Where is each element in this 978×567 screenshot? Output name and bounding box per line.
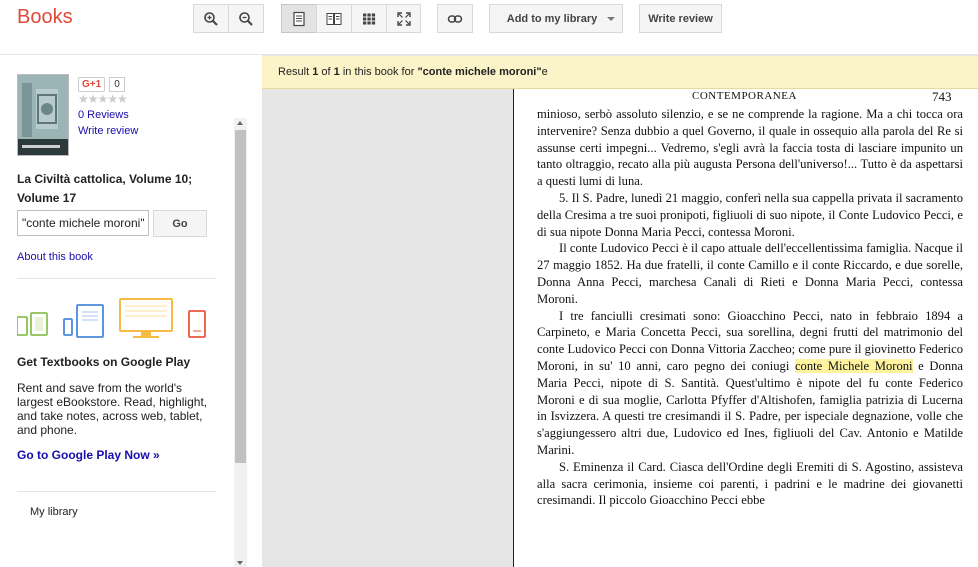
- fullscreen-icon: [396, 11, 412, 27]
- search-in-book-input[interactable]: [17, 210, 149, 236]
- book-page[interactable]: [513, 89, 978, 567]
- go-button[interactable]: Go: [153, 210, 207, 237]
- link-button[interactable]: [437, 4, 473, 33]
- promo-heading: Get Textbooks on Google Play: [17, 355, 191, 369]
- zoom-out-icon: [238, 11, 254, 27]
- page-paragraph-part: I tre fanciulli cresimati sono: Gioacchino Pecci, nato in febbraio 1894 a Carpineto, e Maria Concetta Pecci, sua sorellina, degni frutti del matrimonio del conte Ludovico Pecci con Donna Vittoria Zaccheo; come pure il giovinetto Federico Moroni, in su' 10 anni, caro pegno dei coniugi: [537, 308, 963, 373]
- search-result-bar: [262, 56, 978, 89]
- result-suffix: e: [541, 66, 548, 78]
- add-to-library-button[interactable]: [489, 4, 623, 33]
- result-of: of: [318, 66, 334, 78]
- scroll-up-icon[interactable]: [237, 121, 243, 125]
- zoom-in-icon: [203, 11, 219, 27]
- chevron-down-icon: [607, 17, 615, 21]
- zoom-in-button[interactable]: [193, 4, 229, 33]
- link-icon: [447, 11, 463, 27]
- book-cover-thumbnail[interactable]: [17, 74, 69, 156]
- write-review-button[interactable]: [639, 4, 722, 33]
- google-plus-widget[interactable]: [78, 77, 125, 92]
- about-this-book-link[interactable]: About this book: [17, 251, 93, 263]
- divider: [17, 491, 216, 492]
- page-paragraph: S. Eminenza il Card. Ciasca dell'Ordine degli Eremiti di S. Agostino, assisteva alla sacra cerimonia, insieme coi parenti, i padrini e le madrine dei giovanetti cresimandi. Il piccolo Gioacchino Pecci ebbe: [537, 459, 963, 508]
- google-plus-one-button[interactable]: G+1: [78, 77, 105, 92]
- result-mid: in this book for: [339, 66, 418, 78]
- sidebar-scrollbar[interactable]: [234, 118, 247, 567]
- add-to-library-label: Add to my library: [506, 12, 598, 25]
- two-page-icon: [326, 11, 342, 27]
- result-query: "conte michele moroni": [417, 66, 542, 78]
- page-paragraph-part: e Donna Maria Pecci, nipote di S. Santità. Quest'ultimo è nipote del fu conte Federico Moroni e di sua moglie, Carlotta Pfyffer d'Altishofen, famiglia patrizia di Lucerna in Isvizzera. A questi tre cresimandi il S. Padre, per ispeciale degnazione, volle che s'aggiungessero altri due, Ludovico ed Ines, figliuoli del Cav. Antonio e Matilde Marini.: [537, 358, 963, 457]
- two-page-view-button[interactable]: [316, 4, 352, 33]
- reviews-link[interactable]: 0 Reviews: [78, 109, 129, 121]
- fullscreen-button[interactable]: [386, 4, 421, 33]
- scroll-down-icon[interactable]: [237, 561, 243, 565]
- grid-icon: [361, 11, 377, 27]
- rating-stars: ★★★★★: [78, 92, 127, 106]
- page-number: 743: [932, 89, 952, 104]
- result-number: 1: [312, 66, 319, 78]
- single-page-view-button[interactable]: [281, 4, 317, 33]
- book-title: La Civiltà cattolica, Volume 10; Volume 17: [17, 172, 193, 205]
- plus-one-count: 0: [109, 77, 125, 92]
- result-total: 1: [333, 66, 340, 78]
- page-paragraph: 5. Il S. Padre, lunedì 21 maggio, conferì nella sua cappella privata il sacramento della Cresima a tre suoi pronipoti, figliuoli di suo nipote, il Conte Ludovico Pecci, e di sua nipote Donna Maria Pecci, contessa Moroni.: [537, 190, 963, 239]
- result-prefix: Result: [278, 66, 313, 78]
- promo-body: Rent and save from the world's largest eBookstore. Read, highlight, and take notes, across web, tablet, and phone.: [17, 381, 208, 437]
- single-page-icon: [291, 11, 307, 27]
- thumbnail-view-button[interactable]: [351, 4, 387, 33]
- top-bar: [0, 0, 978, 55]
- scrollbar-thumb[interactable]: [235, 130, 246, 463]
- page-paragraph: minioso, serbò assoluto silenzio, e se ne comprende la ragione. Ma a chi tocca ora intervenire? Senza dubbio a quel Governo, il quale in ossequio alla parola del Re si assunse certi impegni... Vedremo, s'egli avrà la faccia tosta di lasciare impunito un tanto oltraggio, recato alla più augusta Persona dell'universo!... Tutto è da aspettarsi a questi lumi di luna.: [537, 107, 963, 189]
- write-review-label: Write review: [648, 12, 713, 25]
- page-paragraph: Il conte Ludovico Pecci è il capo attuale dell'eccellentissima famiglia. Nacque il 27 maggio 1852. Ha due fratelli, il conte Camillo e il conte Riccardo, e due sorelle, Donna Anna Pecci, marchesa Canali di Rieti e Donna Maria Pecci, contessa Moroni.: [537, 241, 963, 306]
- zoom-out-button[interactable]: [228, 4, 264, 33]
- write-review-link[interactable]: Write review: [78, 125, 139, 137]
- my-library-link[interactable]: My library: [30, 506, 78, 518]
- books-logo[interactable]: Books: [17, 6, 73, 28]
- divider: [17, 278, 216, 279]
- book-cover-image: [18, 75, 69, 156]
- page-header: CONTEMPORANEA: [692, 90, 797, 102]
- google-play-link[interactable]: Go to Google Play Now »: [17, 448, 160, 462]
- devices-illustration-icon: [17, 297, 209, 341]
- page-paragraph: [537, 308, 963, 459]
- search-highlight: conte Michele Moroni: [794, 358, 913, 373]
- page-text: [537, 106, 963, 509]
